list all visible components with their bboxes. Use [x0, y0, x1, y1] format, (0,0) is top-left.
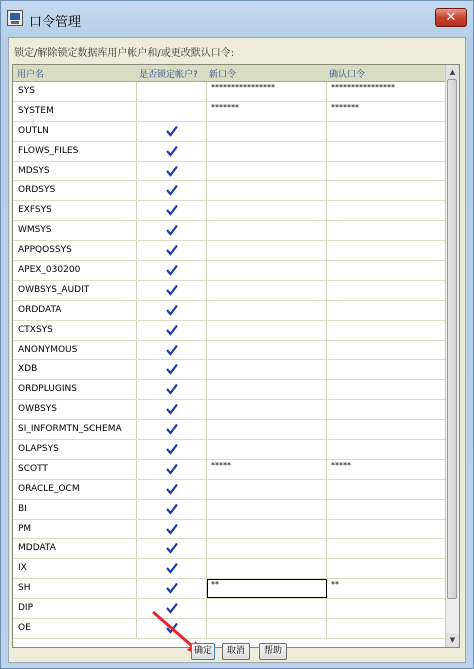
table-row[interactable] — [13, 321, 447, 341]
lock-account-checkbox[interactable] — [137, 221, 207, 240]
username-cell: IX — [13, 559, 137, 578]
username-cell: SH — [13, 579, 137, 598]
lock-account-checkbox[interactable] — [137, 301, 207, 320]
confirm-password-field[interactable]: **************** — [327, 82, 447, 101]
check-icon — [166, 264, 178, 276]
new-password-field[interactable] — [207, 520, 327, 539]
scroll-up-arrow-icon[interactable]: ▲ — [446, 65, 459, 79]
lock-account-checkbox[interactable] — [137, 539, 207, 558]
confirm-password-field[interactable] — [327, 341, 447, 360]
instruction-label: 锁定/解除锁定数据库用户帐户和/或更改默认口令: — [14, 48, 235, 59]
check-icon — [166, 403, 178, 415]
table-row[interactable] — [13, 201, 447, 221]
table-row[interactable] — [13, 520, 447, 540]
check-icon — [166, 443, 178, 455]
username-cell: WMSYS — [13, 221, 137, 240]
check-icon — [166, 503, 178, 515]
new-password-field[interactable] — [207, 221, 327, 240]
confirm-password-field[interactable] — [327, 440, 447, 459]
lock-account-checkbox[interactable] — [137, 201, 207, 220]
check-icon — [166, 463, 178, 475]
column-header-username[interactable]: 用户名 — [17, 70, 45, 80]
new-password-field[interactable] — [207, 281, 327, 300]
username-cell: SYS — [13, 82, 137, 101]
username-cell: ORDSYS — [13, 181, 137, 200]
username-cell: SI_INFORMTN_SCHEMA — [13, 420, 137, 439]
check-icon — [166, 145, 178, 157]
confirm-password-field[interactable] — [327, 360, 447, 379]
check-icon — [166, 542, 178, 554]
table-row[interactable] — [13, 341, 447, 361]
table-row[interactable] — [13, 261, 447, 281]
lock-account-checkbox[interactable] — [137, 181, 207, 200]
table-row[interactable] — [13, 619, 447, 639]
column-header-confirm-password[interactable]: 确认口令 — [329, 70, 366, 80]
check-icon — [166, 224, 178, 236]
new-password-field[interactable] — [207, 341, 327, 360]
table-body — [13, 82, 447, 648]
check-icon — [166, 523, 178, 535]
check-icon — [166, 125, 178, 137]
new-password-field[interactable] — [207, 400, 327, 419]
table-row[interactable] — [13, 500, 447, 520]
lock-account-checkbox[interactable] — [137, 281, 207, 300]
username-cell: SCOTT — [13, 460, 137, 479]
title-bar — [1, 1, 473, 37]
username-cell: PM — [13, 520, 137, 539]
confirm-password-field[interactable] — [327, 162, 447, 181]
user-account-table — [12, 64, 460, 648]
username-cell: ORACLE_OCM — [13, 480, 137, 499]
table-row[interactable] — [13, 440, 447, 460]
username-cell: ORDPLUGINS — [13, 380, 137, 399]
confirm-password-field[interactable] — [327, 400, 447, 419]
cancel-button[interactable]: 取消 — [222, 643, 250, 660]
new-password-field[interactable] — [207, 480, 327, 499]
new-password-field[interactable] — [207, 321, 327, 340]
lock-account-checkbox[interactable] — [137, 500, 207, 519]
button-bar — [9, 643, 467, 663]
table-row[interactable] — [13, 460, 447, 480]
check-icon — [166, 184, 178, 196]
new-password-field[interactable] — [207, 619, 327, 638]
check-icon — [166, 244, 178, 256]
username-cell: OLAPSYS — [13, 440, 137, 459]
table-row[interactable] — [13, 480, 447, 500]
new-password-field[interactable]: ***** — [207, 460, 327, 479]
new-password-field[interactable] — [207, 599, 327, 618]
scrollbar-thumb[interactable] — [447, 79, 457, 599]
confirm-password-field[interactable] — [327, 559, 447, 578]
confirm-password-field[interactable] — [327, 619, 447, 638]
confirm-password-field[interactable] — [327, 599, 447, 618]
confirm-password-field[interactable] — [327, 122, 447, 141]
table-row[interactable] — [13, 360, 447, 380]
app-icon — [7, 10, 23, 26]
vertical-scrollbar[interactable] — [445, 65, 459, 647]
check-icon — [166, 165, 178, 177]
confirm-password-field[interactable] — [327, 520, 447, 539]
confirm-password-field[interactable] — [327, 301, 447, 320]
lock-account-checkbox[interactable] — [137, 162, 207, 181]
table-row[interactable] — [13, 281, 447, 301]
username-cell: SYSTEM — [13, 102, 137, 121]
new-password-field[interactable] — [207, 122, 327, 141]
table-row[interactable] — [13, 162, 447, 182]
username-cell: MDDATA — [13, 539, 137, 558]
username-cell: CTXSYS — [13, 321, 137, 340]
new-password-field[interactable]: ******* — [207, 102, 327, 121]
new-password-field[interactable] — [207, 380, 327, 399]
table-row[interactable] — [13, 241, 447, 261]
username-cell: DIP — [13, 599, 137, 618]
close-button[interactable]: ✕ — [435, 8, 467, 27]
username-cell: FLOWS_FILES — [13, 142, 137, 161]
lock-account-checkbox[interactable] — [137, 360, 207, 379]
table-row[interactable] — [13, 599, 447, 619]
dialog-content — [8, 37, 466, 663]
table-row[interactable] — [13, 420, 447, 440]
confirm-password-field[interactable] — [327, 281, 447, 300]
username-cell: OWBSYS — [13, 400, 137, 419]
lock-account-checkbox[interactable] — [137, 341, 207, 360]
new-password-field[interactable]: ** — [207, 579, 327, 598]
new-password-field[interactable] — [207, 440, 327, 459]
check-icon — [166, 284, 178, 296]
new-password-field[interactable] — [207, 539, 327, 558]
username-cell: OE — [13, 619, 137, 638]
username-cell: APEX_030200 — [13, 261, 137, 280]
username-cell: ORDDATA — [13, 301, 137, 320]
confirm-password-field[interactable]: ***** — [327, 460, 447, 479]
lock-account-checkbox[interactable] — [137, 480, 207, 499]
lock-account-checkbox[interactable] — [137, 460, 207, 479]
check-icon — [166, 344, 178, 356]
confirm-password-field[interactable] — [327, 142, 447, 161]
lock-account-checkbox[interactable] — [137, 579, 207, 598]
new-password-field[interactable] — [207, 500, 327, 519]
table-row[interactable] — [13, 400, 447, 420]
confirm-password-field[interactable] — [327, 241, 447, 260]
table-row[interactable] — [13, 301, 447, 321]
new-password-field[interactable] — [207, 162, 327, 181]
new-password-field[interactable] — [207, 142, 327, 161]
lock-account-checkbox[interactable] — [137, 241, 207, 260]
table-row[interactable] — [13, 579, 447, 599]
lock-account-checkbox[interactable] — [137, 420, 207, 439]
check-icon — [166, 383, 178, 395]
check-icon — [166, 423, 178, 435]
table-row[interactable] — [13, 142, 447, 162]
new-password-field[interactable] — [207, 241, 327, 260]
check-icon — [166, 562, 178, 574]
check-icon — [166, 304, 178, 316]
confirm-password-field[interactable] — [327, 261, 447, 280]
lock-account-checkbox[interactable] — [137, 122, 207, 141]
help-button[interactable]: 帮助 — [259, 643, 287, 660]
new-password-field[interactable] — [207, 360, 327, 379]
table-row[interactable] — [13, 221, 447, 241]
confirm-password-field[interactable] — [327, 500, 447, 519]
lock-account-checkbox[interactable] — [137, 102, 207, 121]
username-cell: BI — [13, 500, 137, 519]
new-password-field[interactable] — [207, 301, 327, 320]
confirm-password-field[interactable] — [327, 321, 447, 340]
username-cell: XDB — [13, 360, 137, 379]
table-row[interactable] — [13, 539, 447, 559]
check-icon — [166, 483, 178, 495]
confirm-password-field[interactable] — [327, 181, 447, 200]
lock-account-checkbox[interactable] — [137, 440, 207, 459]
column-header-new-password[interactable]: 新口令 — [209, 70, 237, 80]
new-password-field[interactable] — [207, 559, 327, 578]
confirm-password-field[interactable] — [327, 539, 447, 558]
new-password-field[interactable]: **************** — [207, 82, 327, 101]
lock-account-checkbox[interactable] — [137, 82, 207, 101]
confirm-password-field[interactable] — [327, 480, 447, 499]
table-row[interactable] — [13, 559, 447, 579]
new-password-field[interactable] — [207, 420, 327, 439]
username-cell: EXFSYS — [13, 201, 137, 220]
table-row[interactable] — [13, 82, 447, 102]
lock-account-checkbox[interactable] — [137, 380, 207, 399]
check-icon — [166, 363, 178, 375]
new-password-field[interactable] — [207, 201, 327, 220]
username-cell: OUTLN — [13, 122, 137, 141]
username-cell: MDSYS — [13, 162, 137, 181]
window-title: 口令管理 — [29, 15, 82, 30]
scroll-down-arrow-icon[interactable]: ▼ — [446, 633, 459, 647]
confirm-password-field[interactable] — [327, 420, 447, 439]
confirm-password-field[interactable] — [327, 201, 447, 220]
username-cell: OWBSYS_AUDIT — [13, 281, 137, 300]
new-password-field[interactable] — [207, 181, 327, 200]
confirm-password-field[interactable]: ** — [327, 579, 447, 598]
confirm-password-field[interactable] — [327, 221, 447, 240]
table-row[interactable] — [13, 380, 447, 400]
lock-account-checkbox[interactable] — [137, 520, 207, 539]
lock-account-checkbox[interactable] — [137, 559, 207, 578]
check-icon — [166, 324, 178, 336]
confirm-password-field[interactable]: ******* — [327, 102, 447, 121]
lock-account-checkbox[interactable] — [137, 142, 207, 161]
lock-account-checkbox[interactable] — [137, 321, 207, 340]
check-icon — [166, 582, 178, 594]
confirm-password-field[interactable] — [327, 380, 447, 399]
table-row[interactable] — [13, 102, 447, 122]
lock-account-checkbox[interactable] — [137, 261, 207, 280]
table-header — [13, 65, 447, 82]
username-cell: APPQOSSYS — [13, 241, 137, 260]
new-password-field[interactable] — [207, 261, 327, 280]
column-header-locked[interactable]: 是否锁定帐户? — [139, 70, 198, 80]
username-cell: ANONYMOUS — [13, 341, 137, 360]
table-row[interactable] — [13, 122, 447, 142]
lock-account-checkbox[interactable] — [137, 400, 207, 419]
ok-button[interactable]: 确定 — [191, 643, 215, 660]
table-row[interactable] — [13, 181, 447, 201]
check-icon — [166, 204, 178, 216]
